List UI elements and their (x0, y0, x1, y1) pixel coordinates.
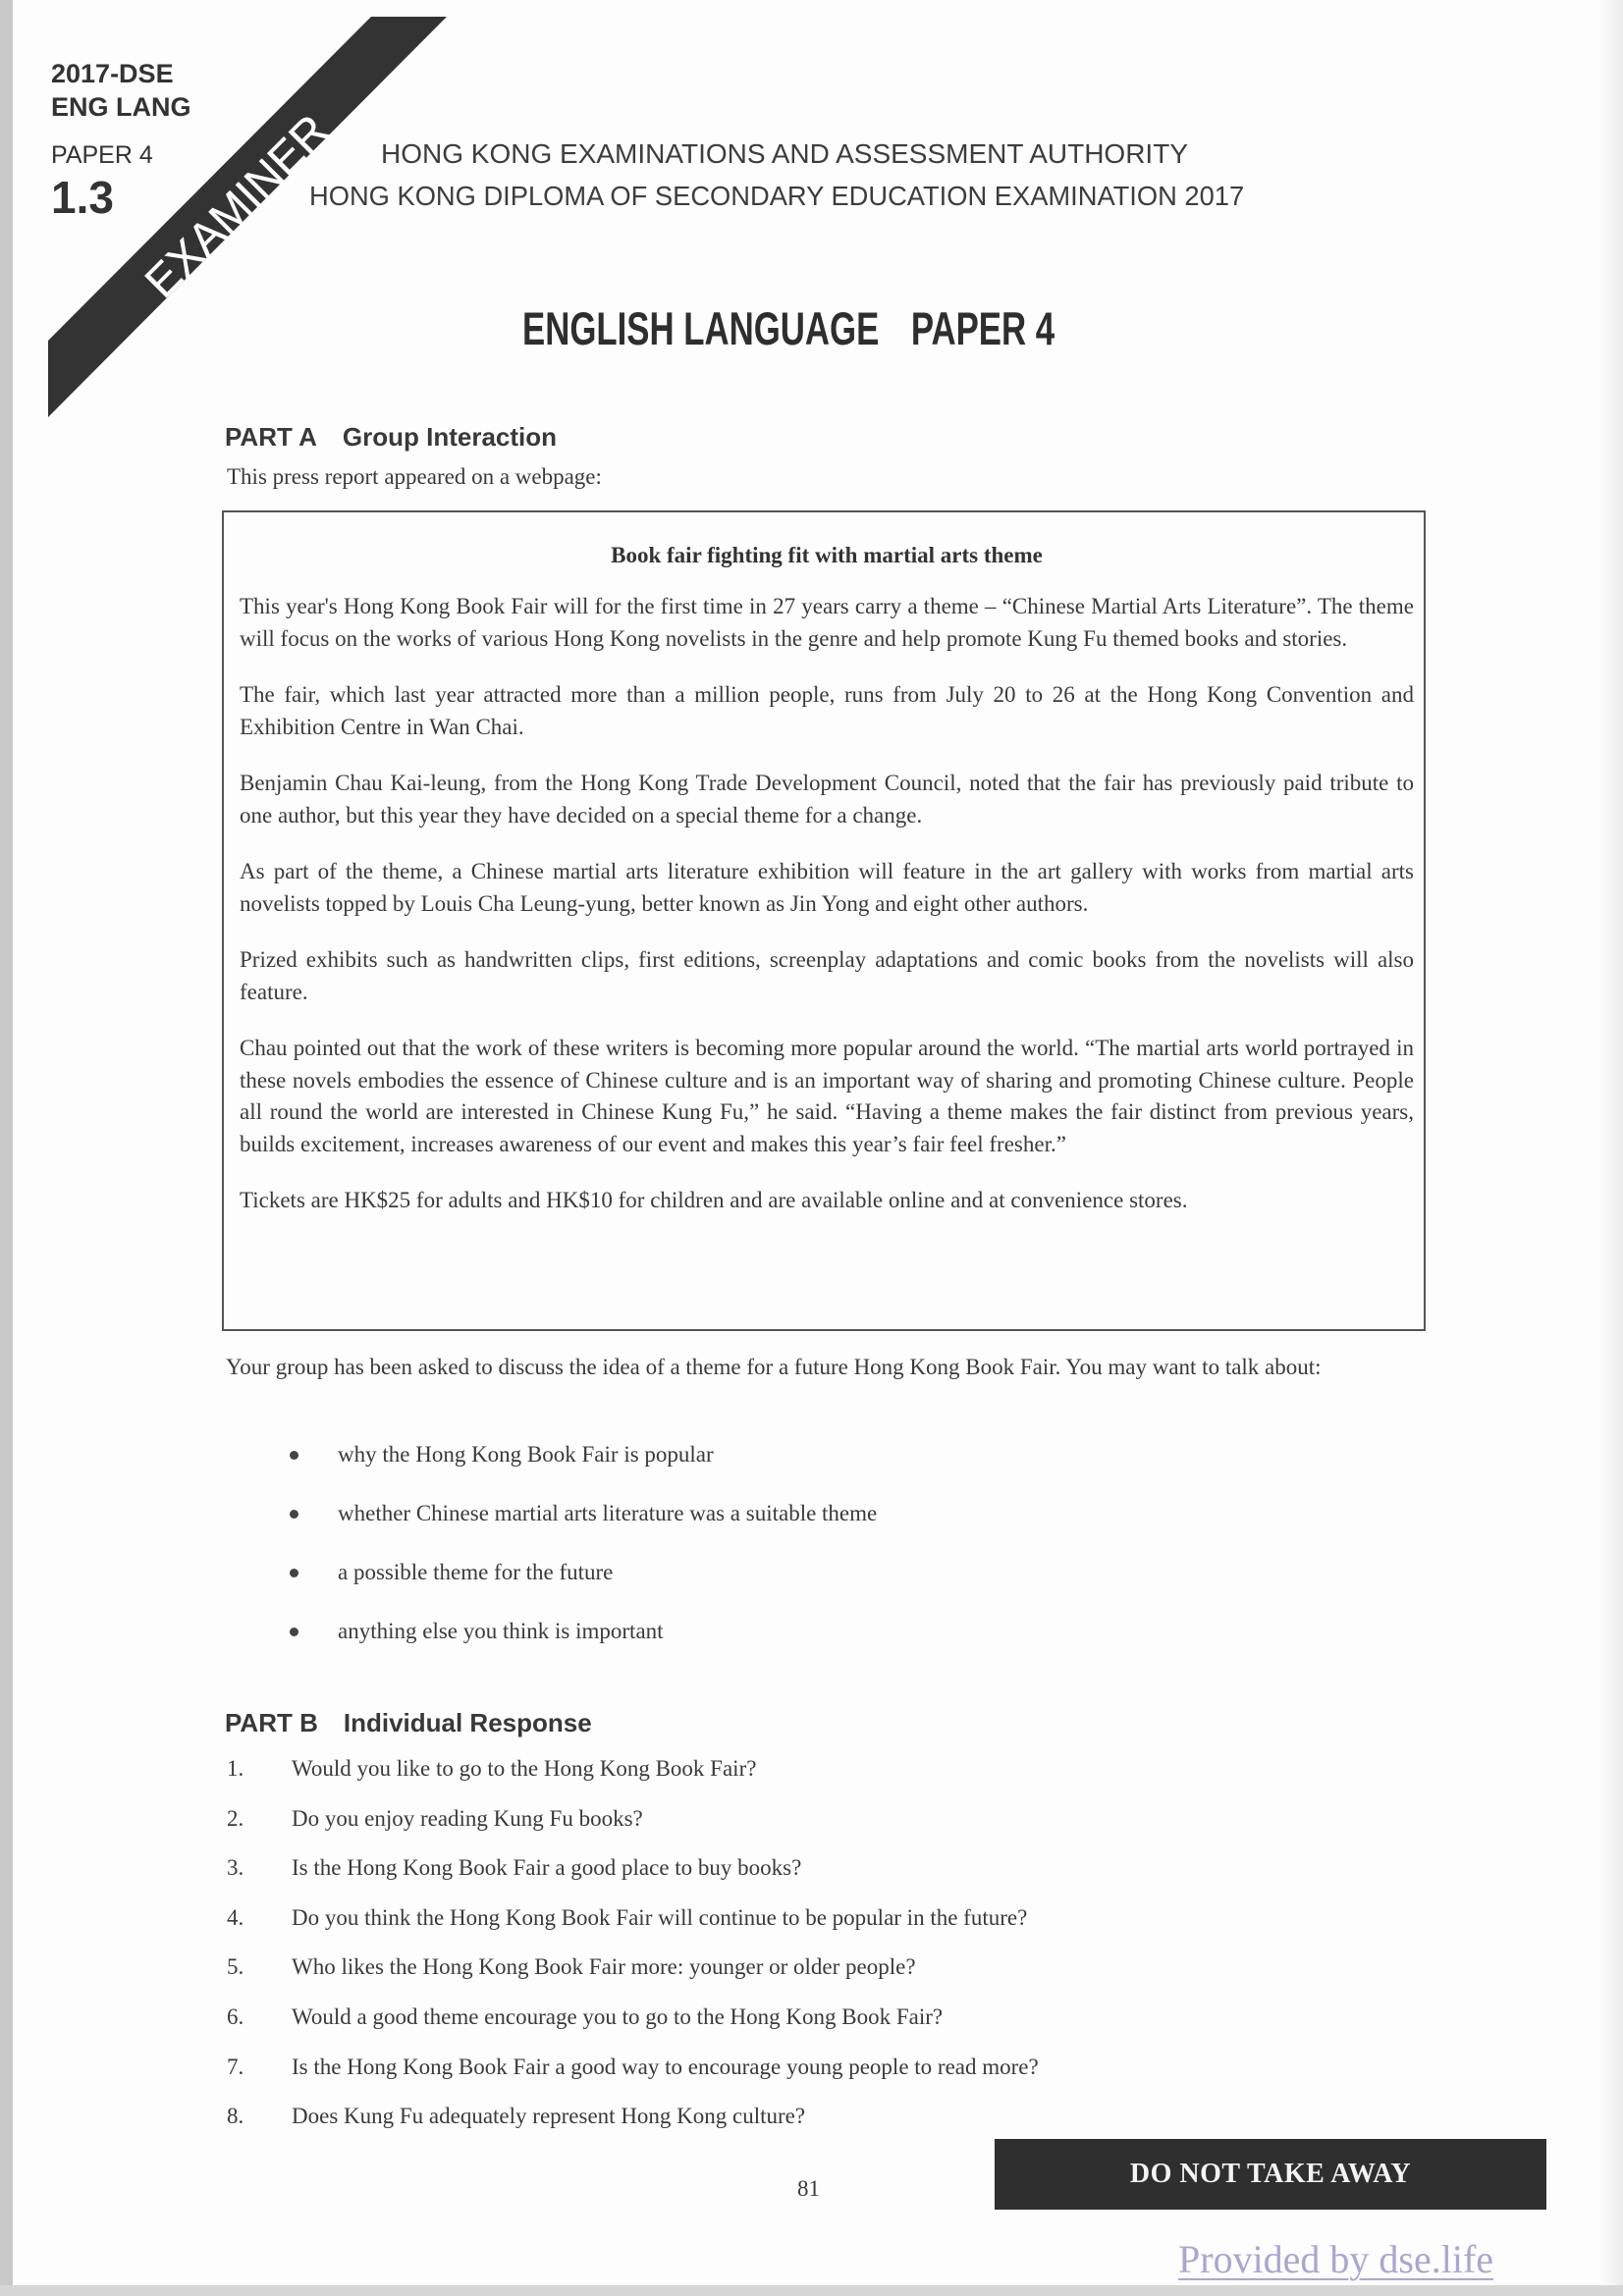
scan-edge-right (1600, 0, 1623, 2285)
question-text: Do you enjoy reading Kung Fu books? (292, 1805, 643, 1831)
paper-code-paper: PAPER 4 (51, 141, 153, 169)
discussion-prompt: Your group has been asked to discuss the idea of a theme for a future Hong Kong Book Fair. You may want to talk about: (226, 1355, 1322, 1379)
authority-name: HONG KONG EXAMINATIONS AND ASSESSMENT AUTHORITY (381, 138, 1188, 169)
question-number: 5. (227, 1954, 244, 1980)
question-text: Do you think the Hong Kong Book Fair will continue to be popular in the future? (292, 1904, 1028, 1930)
paper-code-version: 1.3 (51, 172, 114, 223)
part-b-label: PART B (225, 1708, 318, 1737)
do-not-take-away-label: DO NOT TAKE AWAY (1129, 2159, 1412, 2189)
scan-edge-bottom (0, 2285, 1623, 2296)
page-title (522, 302, 1055, 354)
part-b-title: Individual Response (343, 1708, 592, 1737)
report-paragraph: Chau pointed out that the work of these writers is becoming more popular around the world. “The martial arts world portrayed in these novels embodies the essence of Chinese culture and is an important way of sharing and promoting Chinese culture. People all round the world are interested in Chinese Kung Fu,” he said. “Having a theme makes the fair distinct from previous years, builds excitement, increases awareness of our event and makes this year’s fair feel fresher.” (240, 1036, 1414, 1156)
question-text: Is the Hong Kong Book Fair a good place to buy books? (292, 1855, 802, 1881)
part-a-intro: This press report appeared on a webpage: (227, 464, 602, 489)
bullet-icon (290, 1451, 298, 1460)
title-paper: PAPER 4 (910, 302, 1055, 354)
report-paragraph: Prized exhibits such as handwritten clips, first editions, screenplay adaptations and comic books from the novelists will also feature. (240, 947, 1414, 1004)
discussion-point-text: a possible theme for the future (338, 1560, 614, 1584)
part-a-heading (225, 424, 557, 450)
question-number: 8. (227, 2104, 244, 2129)
bullet-icon (290, 1510, 298, 1519)
question-number: 3. (227, 1855, 244, 1881)
question-number: 7. (227, 2054, 244, 2079)
report-paragraph: As part of the theme, a Chinese martial arts literature exhibition will feature in the art gallery with works from martial arts novelists topped by Louis Cha Leung-yung, better known as Jin Yong and eight other authors. (240, 859, 1414, 916)
report-paragraph: This year's Hong Kong Book Fair will for the first time in 27 years carry a theme – “Chinese Martial Arts Literature”. The theme will focus on the works of various Hong Kong novelists in the genre and help promote Kung Fu themed books and stories. (240, 594, 1414, 651)
title-subject: ENGLISH LANGUAGE (522, 302, 880, 354)
press-report-headline: Book fair fighting fit with martial arts theme (611, 543, 1043, 567)
question-text: Who likes the Hong Kong Book Fair more: younger or older people? (292, 1954, 916, 1980)
question-text: Does Kung Fu adequately represent Hong Kong culture? (292, 2104, 806, 2129)
question-text: Would a good theme encourage you to go to the Hong Kong Book Fair? (292, 2003, 944, 2029)
report-paragraph: Tickets are HK$25 for adults and HK$10 for children and are available online and at convenience stores. (240, 1188, 1188, 1212)
report-paragraph: Benjamin Chau Kai-leung, from the Hong Kong Trade Development Council, noted that the fair has previously paid tribute to one author, but this year they have decided on a special theme for a change. (240, 771, 1414, 828)
part-a-label: PART A (225, 422, 317, 452)
press-report-box (222, 510, 1426, 1331)
question-text: Is the Hong Kong Book Fair a good way to encourage young people to read more? (292, 2054, 1039, 2079)
examiner-banner (0, 0, 461, 432)
discussion-point-text: anything else you think is important (338, 1619, 664, 1643)
question-number: 2. (227, 1805, 244, 1831)
discussion-point-text: whether Chinese martial arts literature was a suitable theme (338, 1501, 878, 1525)
page-number: 81 (797, 2176, 820, 2201)
do-not-take-away-banner (995, 2139, 1546, 2210)
part-b-heading (225, 1710, 592, 1735)
bullet-icon (290, 1628, 298, 1636)
question-number: 4. (227, 1904, 244, 1930)
discussion-point-text: why the Hong Kong Book Fair is popular (338, 1442, 714, 1467)
paper-code-subject: ENG LANG (51, 92, 191, 122)
press-report (240, 540, 1414, 1242)
exam-name: HONG KONG DIPLOMA OF SECONDARY EDUCATION EXAMINATION 2017 (309, 181, 1245, 211)
watermark-link[interactable]: Provided by dse.life (1178, 2237, 1494, 2281)
bullet-icon (290, 1569, 298, 1577)
question-text: Would you like to go to the Hong Kong Book Fair? (292, 1756, 757, 1781)
paper-code-year: 2017-DSE (51, 59, 174, 88)
question-number: 1. (227, 1756, 244, 1781)
question-number: 6. (227, 2003, 244, 2029)
examiner-banner-label: EXAMINER (135, 104, 339, 308)
report-paragraph: The fair, which last year attracted more than a million people, runs from July 20 to 26 at the Hong Kong Convention and Exhibition Centre in Wan Chai. (240, 682, 1414, 739)
part-a-title: Group Interaction (342, 422, 558, 452)
